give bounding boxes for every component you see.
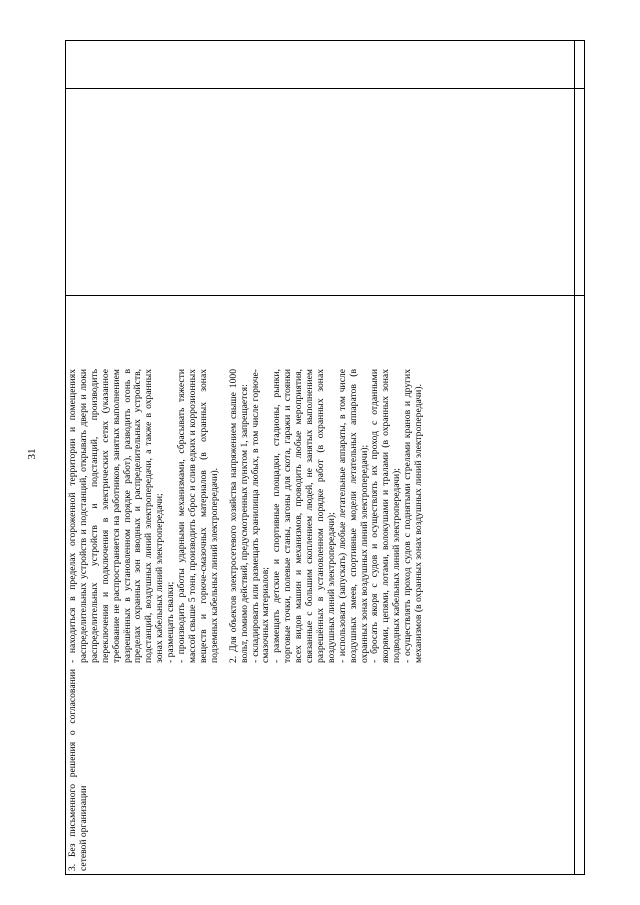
paragraph: 3. Без письменного решения о согласовании сетевой организации <box>67 669 89 871</box>
paragraph: - находиться в пределах огороженной территории и помещениях распределительных устройств и подстанций, открывать двери и люки распределительных устройств и подстанций, производить переключения и подключения в электрических сетях (указанное требование не распространяется на работников, занятых выполнением разрешённых в установленном порядке работ), разводить огонь в пределах охранных зон вводных и распределительных устройств, подстанций, воздушных линий электропередачи, а также в охранных зонах кабельных линий электропередачи; <box>67 369 166 663</box>
table-cell-col2 <box>66 366 584 666</box>
table-cell-col3 <box>66 41 584 366</box>
paragraph: - размещать свалки; <box>165 581 177 663</box>
page-number: 31 <box>26 448 38 460</box>
paragraph: - бросать якоря с судов и осуществлять их проход с отданными якорями, цепями, лотами, волокушами и тралами (в охранных зонах подводных кабельных линий электропередачи); <box>369 369 403 663</box>
paragraph: - размещать детские и спортивные площадки, стадионы, рынки, торговые точки, полевые станы, загоны для скота, гаражи и стоянки всех видов машин и механизмов, проводить любые мероприятия, связанные с большим скоплением людей, не занятых выполнением разрешённых в установленном порядке работ (в охранных зонах воздушных линий электропередачи); <box>271 369 337 663</box>
paragraph: - производить работы ударными механизмами, сбрасывать тяжести массой свыше 5 тонн, производить сброс и слив едких и коррозионных веществ и горюче-смазочных материалов (в охранных зонах подземных кабельных линий электропередачи). <box>176 369 220 663</box>
paragraph: - складировать или размещать хранилища любых, в том числе горюче-смазочных материалов; <box>249 369 272 663</box>
paragraph: - осуществлять проход судов с поднятыми стрелами кранов и других механизмов (в охранных зонах воздушных линий электропередачи). <box>402 369 425 663</box>
table-cell-col1 <box>66 666 584 874</box>
paragraph: - использовать (запускать) любые летательные аппараты, в том числе воздушных змеев, спортивные модели летательных аппаратов (в охранных зонах воздушных линий электропередачи); <box>336 369 370 663</box>
paragraph: 2. Для объектов электросетевого хозяйства напряжением свыше 1000 вольт, помимо действий, предусмотренных пунктом 1, запрещается: <box>227 369 250 663</box>
rotated-content <box>66 41 584 874</box>
